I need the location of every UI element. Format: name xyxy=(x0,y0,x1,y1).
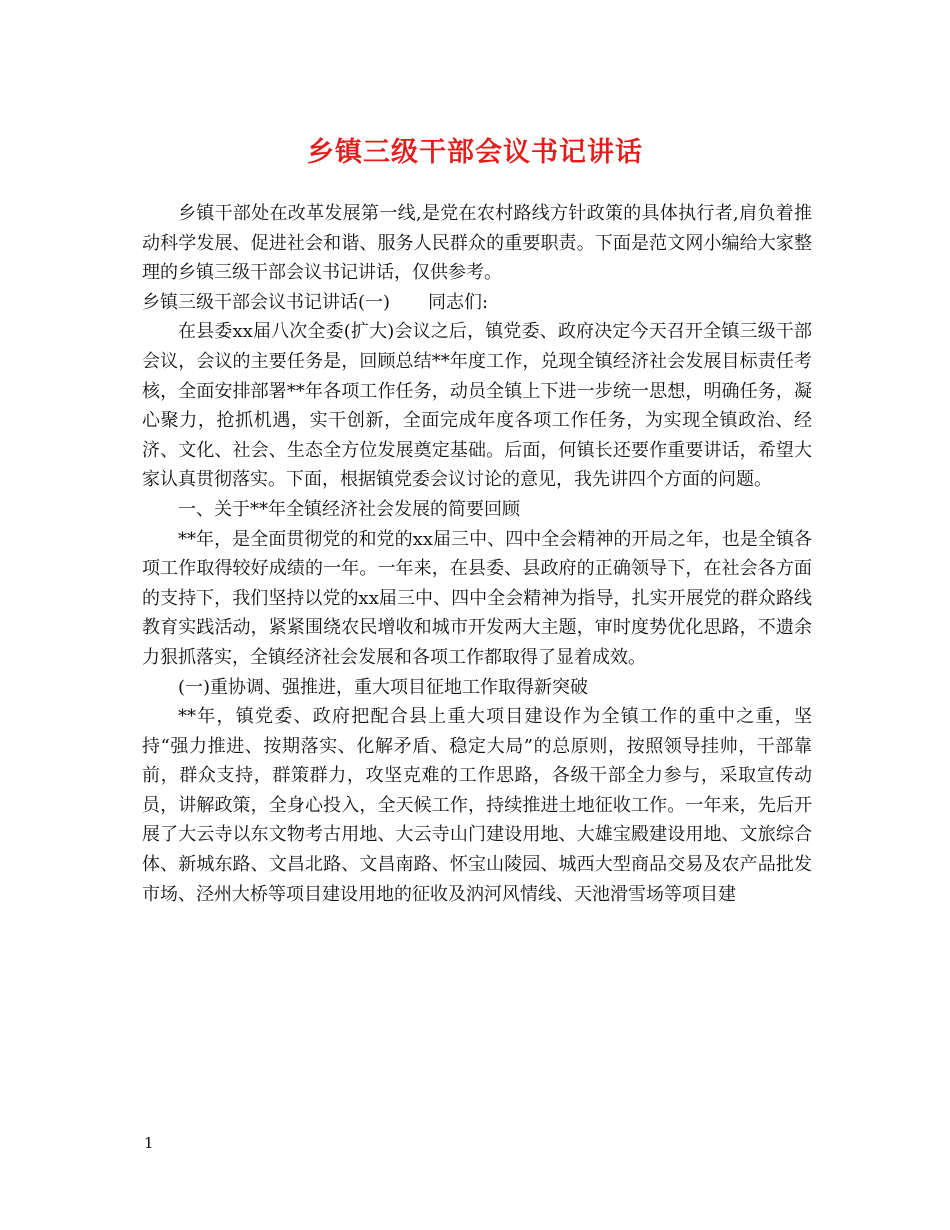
document-title: 乡镇三级干部会议书记讲话 xyxy=(307,137,643,168)
paragraph-3: **年，镇党委、政府把配合县上重大项目建设作为全镇工作的重中之重，坚持“强力推进、按期落实、化解矛盾、稳定大局”的总原则，按照领导挂帅，干部靠前，群众支持，群策群力，攻坚克难的工作思路，各级干部全力参与，采取宣传动员，讲解政策，全身心投入，全天候工作，持续推进土地征收工作。一年来，先后开展了大云寺以东文物考古用地、大云寺山门建设用地、大雄宝殿建设用地、文旅综合体、新城东路、文昌北路、文昌南路、怀宝山陵园、城西大型商品交易及农产品批发市场、泾州大桥等项目建设用地的征收及汭河风情线、天池滑雪场等项目建 xyxy=(142,706,812,905)
greeting: 同志们: xyxy=(428,291,489,313)
intro-paragraph: 乡镇干部处在改革发展第一线,是党在农村路线方针政策的具体执行者,肩负着推动科学发展、促进社会和谐、服务人民群众的重要职责。下面是范文网小编给大家整理的乡镇三级干部会议书记讲话，仅供参考。 xyxy=(142,203,812,284)
section-heading-line xyxy=(142,288,812,318)
page-number: 1 xyxy=(144,1134,154,1152)
section-heading: 乡镇三级干部会议书记讲话(一) xyxy=(142,291,391,313)
heading-2: (一)重协调、强推进，重大项目征地工作取得新突破 xyxy=(178,676,589,698)
paragraph-1: 在县委xx届八次全委(扩大)会议之后，镇党委、政府决定今天召开全镇三级干部会议，会议的主要任务是，回顾总结**年度工作，兑现全镇经济社会发展目标责任考核，全面安排部署**年各项工作任务，动员全镇上下进一步统一思想，明确任务，凝心聚力，抢抓机遇，实干创新，全面完成年度各项工作任务，为实现全镇政治、经济、文化、社会、生态全方位发展奠定基础。后面，何镇长还要作重要讲话，希望大家认真贯彻落实。下面，根据镇党委会议讨论的意见，我先讲四个方面的问题。 xyxy=(142,321,812,491)
paragraph-2: **年，是全面贯彻党的和党的xx届三中、四中全会精神的开局之年，也是全镇各项工作取得较好成绩的一年。一年来，在县委、县政府的正确领导下，在社会各方面的支持下，我们坚持以党的xx届三中、四中全会精神为指导，扎实开展党的群众路线教育实践活动，紧紧围绕农民增收和城市开发两大主题，审时度势优化思路，不遗余力狠抓落实，全镇经济社会发展和各项工作都取得了显着成效。 xyxy=(142,528,812,668)
heading-1: 一、关于**年全镇经济社会发展的简要回顾 xyxy=(178,498,520,520)
document-body xyxy=(142,199,812,909)
